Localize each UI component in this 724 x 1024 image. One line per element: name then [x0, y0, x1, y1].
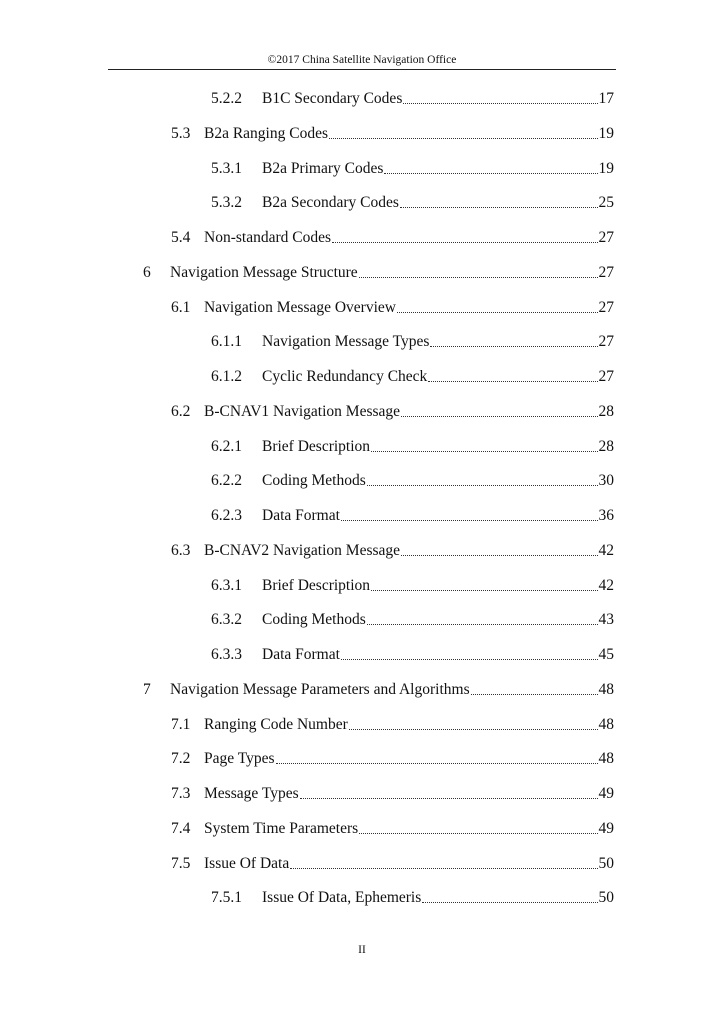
toc-entry[interactable] — [211, 505, 614, 527]
toc-entry-number: 6 — [143, 263, 151, 281]
toc-dot-leader — [367, 624, 598, 625]
toc-entry-title: Coding Methods — [262, 611, 366, 629]
toc-entry[interactable] — [171, 540, 614, 562]
toc-entry[interactable] — [211, 436, 614, 458]
toc-entry-page: 48 — [598, 680, 614, 698]
toc-entry-number: 6.3 — [171, 541, 191, 559]
toc-entry[interactable] — [171, 227, 614, 249]
toc-entry-page: 27 — [598, 298, 614, 316]
toc-entry[interactable] — [211, 366, 614, 388]
toc-entry-number: 6.3.3 — [211, 646, 242, 663]
toc-entry-page: 42 — [598, 576, 614, 594]
toc-entry[interactable] — [171, 853, 614, 875]
toc-entry-title: Brief Description — [262, 576, 371, 594]
toc-dot-leader — [401, 416, 597, 417]
toc-entry-title: Navigation Message Types — [262, 333, 430, 351]
toc-entry-number: 7.1 — [171, 715, 191, 733]
toc-entry-title: Issue Of Data — [204, 854, 290, 872]
toc-entry-number: 6.2 — [171, 402, 191, 420]
toc-entry-title: B2a Secondary Codes — [262, 194, 399, 212]
toc-dot-leader — [403, 103, 597, 104]
toc-entry[interactable] — [171, 123, 614, 145]
toc-dot-leader — [430, 346, 597, 347]
toc-entry-title: Cyclic Redundancy Check — [262, 368, 428, 385]
toc-entry-title: Page Types — [204, 750, 275, 768]
toc-entry-page: 50 — [598, 854, 614, 872]
toc-entry-number: 7.4 — [171, 819, 191, 837]
toc-entry-page: 19 — [598, 124, 614, 142]
toc-entry-page: 27 — [598, 368, 614, 385]
toc-entry-title: Brief Description — [262, 437, 371, 455]
toc-entry-number: 5.3 — [171, 124, 191, 142]
toc-entry-page: 50 — [598, 889, 614, 907]
toc-entry[interactable] — [211, 575, 614, 597]
toc-entry[interactable] — [171, 818, 614, 840]
toc-entry-number: 6.3.1 — [211, 576, 242, 594]
toc-entry-page: 49 — [598, 819, 614, 837]
toc-entry-title: Non-standard Codes — [204, 229, 331, 246]
toc-entry-number: 7 — [143, 680, 151, 698]
toc-dot-leader — [276, 763, 598, 764]
toc-entry-title: Navigation Message Overview — [204, 298, 396, 316]
toc-entry-page: 25 — [598, 194, 614, 212]
toc-entry-number: 6.2.3 — [211, 507, 242, 524]
toc-entry[interactable] — [171, 401, 614, 423]
page-header: ©2017 China Satellite Navigation Office — [267, 54, 457, 66]
toc-entry-page: 27 — [598, 333, 614, 351]
toc-dot-leader — [371, 451, 597, 452]
toc-entry-number: 7.3 — [171, 785, 191, 802]
toc-entry-number: 6.2.2 — [211, 472, 242, 490]
toc-dot-leader — [349, 729, 598, 730]
toc-entry[interactable] — [211, 609, 614, 631]
toc-entry-number: 6.2.1 — [211, 437, 242, 455]
page-number: II — [358, 944, 366, 956]
toc-entry-page: 36 — [598, 507, 614, 524]
toc-entry-page: 42 — [598, 541, 614, 559]
toc-dot-leader — [428, 381, 597, 382]
toc-entry-page: 19 — [598, 159, 614, 177]
toc-dot-leader — [329, 138, 598, 139]
toc-dot-leader — [400, 207, 598, 208]
toc-entry[interactable] — [211, 644, 614, 666]
toc-dot-leader — [401, 555, 597, 556]
toc-entry[interactable] — [171, 748, 614, 770]
toc-entry-number: 6.1.1 — [211, 333, 242, 351]
toc-entry[interactable] — [171, 783, 614, 805]
toc-dot-leader — [422, 902, 597, 903]
toc-dot-leader — [397, 312, 598, 313]
toc-dot-leader — [332, 242, 598, 243]
toc-entry-number: 7.5 — [171, 854, 191, 872]
toc-entry[interactable] — [143, 679, 614, 701]
toc-entry[interactable] — [171, 297, 614, 319]
toc-entry[interactable] — [211, 887, 614, 909]
toc-entry-page: 30 — [598, 472, 614, 490]
toc-entry-page: 28 — [598, 402, 614, 420]
toc-entry-page: 27 — [598, 263, 614, 281]
toc-entry[interactable] — [211, 88, 614, 110]
toc-entry[interactable] — [211, 331, 614, 353]
toc-dot-leader — [300, 798, 598, 799]
toc-dot-leader — [341, 659, 598, 660]
toc-entry-page: 43 — [598, 611, 614, 629]
toc-entry-number: 5.4 — [171, 229, 191, 246]
toc-dot-leader — [359, 277, 598, 278]
toc-entry-title: B2a Primary Codes — [262, 159, 384, 177]
toc-entry-title: Ranging Code Number — [204, 715, 348, 733]
toc-entry[interactable] — [211, 158, 614, 180]
toc-dot-leader — [371, 590, 597, 591]
toc-dot-leader — [384, 173, 597, 174]
toc-entry-page: 27 — [598, 229, 614, 246]
toc-entry-title: B1C Secondary Codes — [262, 90, 403, 107]
toc-entry-number: 7.2 — [171, 750, 191, 768]
toc-entry-number: 5.2.2 — [211, 90, 242, 107]
header-rule — [108, 69, 616, 70]
toc-dot-leader — [290, 868, 597, 869]
toc-dot-leader — [359, 833, 597, 834]
toc-dot-leader — [471, 694, 598, 695]
toc-entry-page: 45 — [598, 646, 614, 663]
toc-entry[interactable] — [171, 714, 614, 736]
toc-entry-title: Navigation Message Structure — [170, 263, 358, 281]
toc-entry-page: 28 — [598, 437, 614, 455]
toc-entry-number: 6.1.2 — [211, 368, 242, 385]
toc-entry-title: B-CNAV2 Navigation Message — [204, 541, 401, 559]
toc-entry-page: 48 — [598, 750, 614, 768]
toc-entry-title: Navigation Message Parameters and Algorithms — [170, 680, 470, 698]
toc-entry-page: 17 — [598, 90, 614, 107]
toc-entry-title: Coding Methods — [262, 472, 366, 490]
toc-dot-leader — [367, 485, 598, 486]
toc-entry-number: 5.3.2 — [211, 194, 242, 212]
toc-entry-number: 6.1 — [171, 298, 191, 316]
toc-entry-title: Data Format — [262, 507, 340, 524]
toc-dot-leader — [341, 520, 598, 521]
toc-entry-page: 48 — [598, 715, 614, 733]
toc-entry[interactable] — [143, 262, 614, 284]
toc-entry-number: 6.3.2 — [211, 611, 242, 629]
toc-entry-page: 49 — [598, 785, 614, 802]
toc-entry[interactable] — [211, 192, 614, 214]
toc-entry-title: Issue Of Data, Ephemeris — [262, 889, 422, 907]
toc-entry-title: B-CNAV1 Navigation Message — [204, 402, 401, 420]
toc-entry-title: Data Format — [262, 646, 340, 663]
toc-entry-title: System Time Parameters — [204, 819, 359, 837]
toc-entry[interactable] — [211, 470, 614, 492]
toc-entry-number: 5.3.1 — [211, 159, 242, 177]
toc-entry-title: Message Types — [204, 785, 299, 802]
toc-entry-title: B2a Ranging Codes — [204, 124, 328, 142]
toc-entry-number: 7.5.1 — [211, 889, 242, 907]
